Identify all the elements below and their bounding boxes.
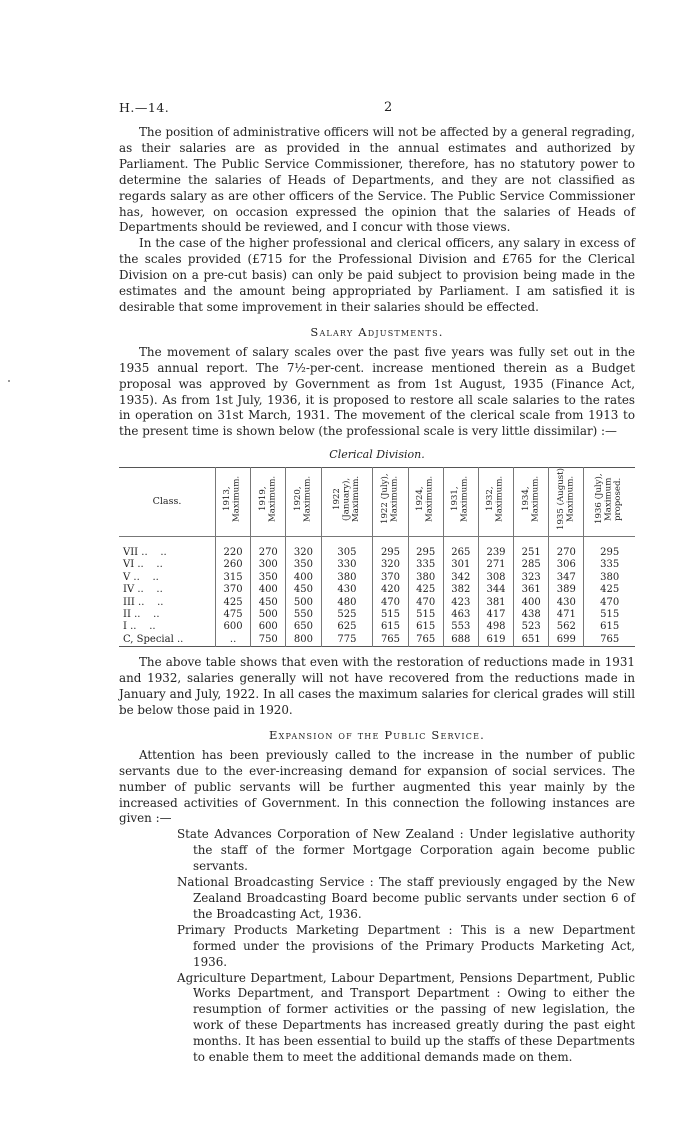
column-header: Class. xyxy=(119,468,216,537)
list-item: State Advances Corporation of New Zealand : Under legislative authority the staff of the former Mortgage Corporation again become public servants. xyxy=(177,827,635,874)
salary-cell: 420 xyxy=(373,584,408,596)
column-header: 1936 (July), Maximum proposed. xyxy=(584,468,635,537)
salary-cell: 335 xyxy=(584,559,635,571)
column-header: 1932, Maximum. xyxy=(478,468,513,537)
table-caption: Clerical Division. xyxy=(329,448,425,462)
salary-cell: 370 xyxy=(216,584,251,596)
salary-cell: 380 xyxy=(408,572,443,584)
salary-cell: 523 xyxy=(514,621,549,633)
table-row xyxy=(119,634,635,647)
salary-cell: 765 xyxy=(373,634,408,647)
paragraph-higher-officers: In the case of the higher professional and clerical officers, any salary in excess of the scales provided (£715 for the Professional Division and £765 for the Clerical Division on a pre-cut basis) can only be paid subject to provision being made in the estimates and the amount being appropriated by Parliament. I am satisfied it is desirable that some improvement in their salaries should be effected. xyxy=(119,236,635,314)
column-header: 1919, Maximum. xyxy=(251,468,286,537)
salary-cell: 775 xyxy=(321,634,373,647)
salary-cell: 301 xyxy=(443,559,478,571)
list-item: Agriculture Department, Labour Department, Pensions Department, Public Works Department, and Transport Department : Owing to either the resumption of former activities or the passing of new legislation, the work of these Departments has increased greatly during the past eight months. It has been essential to build up the staffs of these Departments to enable them to meet the additional demands made on them. xyxy=(177,970,635,1065)
salary-cell: 500 xyxy=(251,609,286,621)
salary-cell: 650 xyxy=(286,621,321,633)
salary-cell: 361 xyxy=(514,584,549,596)
salary-cell: 300 xyxy=(251,559,286,571)
salary-cell: 515 xyxy=(373,609,408,621)
salary-cell: 417 xyxy=(478,609,513,621)
salary-cell: 270 xyxy=(251,547,286,559)
salary-cell: 251 xyxy=(514,547,549,559)
table-row xyxy=(119,597,635,609)
salary-cell: 270 xyxy=(549,547,584,559)
salary-cell: 335 xyxy=(408,559,443,571)
page-number: 2 xyxy=(384,100,393,115)
salary-cell: 615 xyxy=(408,621,443,633)
salary-cell: 765 xyxy=(408,634,443,647)
salary-cell: 260 xyxy=(216,559,251,571)
salary-cell: 285 xyxy=(514,559,549,571)
column-header: 1920, Maximum. xyxy=(286,468,321,537)
list-item: Primary Products Marketing Department : This is a new Department formed under the provisions of the Primary Products Marketing Act, 1936. xyxy=(177,922,635,969)
salary-cell: 600 xyxy=(216,621,251,633)
salary-cell: 515 xyxy=(408,609,443,621)
salary-cell: 344 xyxy=(478,584,513,596)
salary-cell: 239 xyxy=(478,547,513,559)
column-header: 1913, Maximum. xyxy=(216,468,251,537)
salary-cell: 295 xyxy=(408,547,443,559)
salary-cell: 323 xyxy=(514,572,549,584)
salary-cell: 400 xyxy=(251,584,286,596)
salary-cell: 553 xyxy=(443,621,478,633)
salary-cell: 342 xyxy=(443,572,478,584)
salary-cell: 400 xyxy=(286,572,321,584)
salary-cell: 423 xyxy=(443,597,478,609)
salary-cell: 382 xyxy=(443,584,478,596)
clerical-salary-table xyxy=(119,467,635,647)
scan-mark xyxy=(8,380,10,382)
salary-cell: 370 xyxy=(373,572,408,584)
class-cell: C, Special .. xyxy=(123,633,184,645)
salary-cell: 480 xyxy=(321,597,373,609)
salary-cell: 651 xyxy=(514,634,549,647)
salary-cell: 470 xyxy=(408,597,443,609)
salary-cell: 400 xyxy=(514,597,549,609)
table-row xyxy=(119,547,635,559)
class-cell: I .. .. xyxy=(123,621,156,633)
salary-cell: 350 xyxy=(251,572,286,584)
salary-cell: 562 xyxy=(549,621,584,633)
salary-cell: 765 xyxy=(584,634,635,647)
salary-cell: 750 xyxy=(251,634,286,647)
salary-cell: 320 xyxy=(373,559,408,571)
column-header: 1931, Maximum. xyxy=(443,468,478,537)
table-row xyxy=(119,572,635,584)
class-cell: II .. .. xyxy=(123,609,160,621)
paragraph-table-summary: The above table shows that even with the restoration of reductions made in 1931 and 1932, salaries generally will not have recovered from the reductions made in January and July, 1922. In all cases the maximum salaries for clerical grades will still be below those paid in 1920. xyxy=(119,655,635,717)
salary-cell: 308 xyxy=(478,572,513,584)
salary-cell: 330 xyxy=(321,559,373,571)
salary-cell: 425 xyxy=(216,597,251,609)
salary-cell: .. xyxy=(216,634,251,647)
salary-cell: 425 xyxy=(408,584,443,596)
heading-expansion: Expansion of the Public Service. xyxy=(269,727,485,742)
class-cell: VII .. .. xyxy=(123,547,167,559)
salary-cell: 470 xyxy=(584,597,635,609)
column-header: 1922 (July), Maximum. xyxy=(373,468,408,537)
salary-cell: 475 xyxy=(216,609,251,621)
paragraph-salary-movement: The movement of salary scales over the past five years was fully set out in the 1935 annual report. The 7½-per-cent. increase mentioned therein as a Budget proposal was approved by Government as from 1st August, 1935 (Finance Act, 1935). As from 1st July, 1936, it is proposed to restore all scale salaries to the rates in operation on 31st March, 1931. The movement of the clerical scale from 1913 to the present time is shown below (the professional scale is very little dissimilar) :— xyxy=(119,344,635,439)
salary-cell: 515 xyxy=(584,609,635,621)
salary-cell: 389 xyxy=(549,584,584,596)
salary-cell: 315 xyxy=(216,572,251,584)
column-header: 1935 (August) Maximum. xyxy=(549,468,584,537)
salary-cell: 800 xyxy=(286,634,321,647)
salary-cell: 450 xyxy=(286,584,321,596)
salary-cell: 306 xyxy=(549,559,584,571)
instances-list xyxy=(177,827,635,1066)
salary-cell: 450 xyxy=(251,597,286,609)
salary-cell: 438 xyxy=(514,609,549,621)
heading-salary-adjustments: Salary Adjustments. xyxy=(310,324,444,339)
table-header-row xyxy=(119,468,635,537)
column-header: 1922 (January), Maximum. xyxy=(321,468,373,537)
table-body xyxy=(119,537,635,647)
salary-cell: 500 xyxy=(286,597,321,609)
salary-cell: 699 xyxy=(549,634,584,647)
column-header: 1934, Maximum. xyxy=(514,468,549,537)
salary-cell: 425 xyxy=(584,584,635,596)
salary-cell: 271 xyxy=(478,559,513,571)
salary-cell: 430 xyxy=(321,584,373,596)
salary-cell: 350 xyxy=(286,559,321,571)
table-row xyxy=(119,559,635,571)
salary-cell: 498 xyxy=(478,621,513,633)
list-item: National Broadcasting Service : The staff previously engaged by the New Zealand Broadcasting Board become public servants under section 6 of the Broadcasting Act, 1936. xyxy=(177,875,635,921)
salary-cell: 470 xyxy=(373,597,408,609)
salary-cell: 619 xyxy=(478,634,513,647)
salary-cell: 471 xyxy=(549,609,584,621)
class-cell: IV .. .. xyxy=(123,584,163,596)
paragraph-expansion: Attention has been previously called to the increase in the number of public servants due to the ever-increasing demand for expansion of social services. The number of public servants will be further augmented this year mainly by the increased activities of Government. In this connection the following instances are given :— xyxy=(119,747,635,826)
table-spacer-row xyxy=(119,537,635,548)
salary-cell: 381 xyxy=(478,597,513,609)
table-row xyxy=(119,609,635,621)
document-body xyxy=(119,125,635,1066)
class-cell: VI .. .. xyxy=(123,559,163,571)
salary-cell: 463 xyxy=(443,609,478,621)
salary-cell: 600 xyxy=(251,621,286,633)
salary-cell: 220 xyxy=(216,547,251,559)
salary-cell: 320 xyxy=(286,547,321,559)
salary-cell: 430 xyxy=(549,597,584,609)
salary-cell: 525 xyxy=(321,609,373,621)
salary-cell: 295 xyxy=(584,547,635,559)
document-reference: H.—14. xyxy=(119,100,170,115)
salary-cell: 295 xyxy=(373,547,408,559)
paragraph-administrative-officers: The position of administrative officers will not be affected by a general regrading, as their salaries are as provided in the annual estimates and authorized by Parliament. The Public Service Commissioner, therefore, has no statutory power to determine the salaries of Heads of Departments, and they are not classified as regards salary as are other officers of the Service. The Public Service Commissioner has, however, on occasion expressed the opinion that the salaries of Heads of Departments should be reviewed, and I concur with those views. xyxy=(119,125,635,235)
salary-cell: 615 xyxy=(584,621,635,633)
salary-cell: 688 xyxy=(443,634,478,647)
salary-cell: 615 xyxy=(373,621,408,633)
class-cell: V .. .. xyxy=(123,571,159,583)
salary-cell: 347 xyxy=(549,572,584,584)
salary-cell: 265 xyxy=(443,547,478,559)
table-row xyxy=(119,621,635,633)
column-header: 1924, Maximum. xyxy=(408,468,443,537)
salary-cell: 380 xyxy=(321,572,373,584)
class-cell: III .. .. xyxy=(123,596,164,608)
salary-cell: 625 xyxy=(321,621,373,633)
salary-cell: 305 xyxy=(321,547,373,559)
salary-cell: 380 xyxy=(584,572,635,584)
salary-cell: 550 xyxy=(286,609,321,621)
table-row xyxy=(119,584,635,596)
